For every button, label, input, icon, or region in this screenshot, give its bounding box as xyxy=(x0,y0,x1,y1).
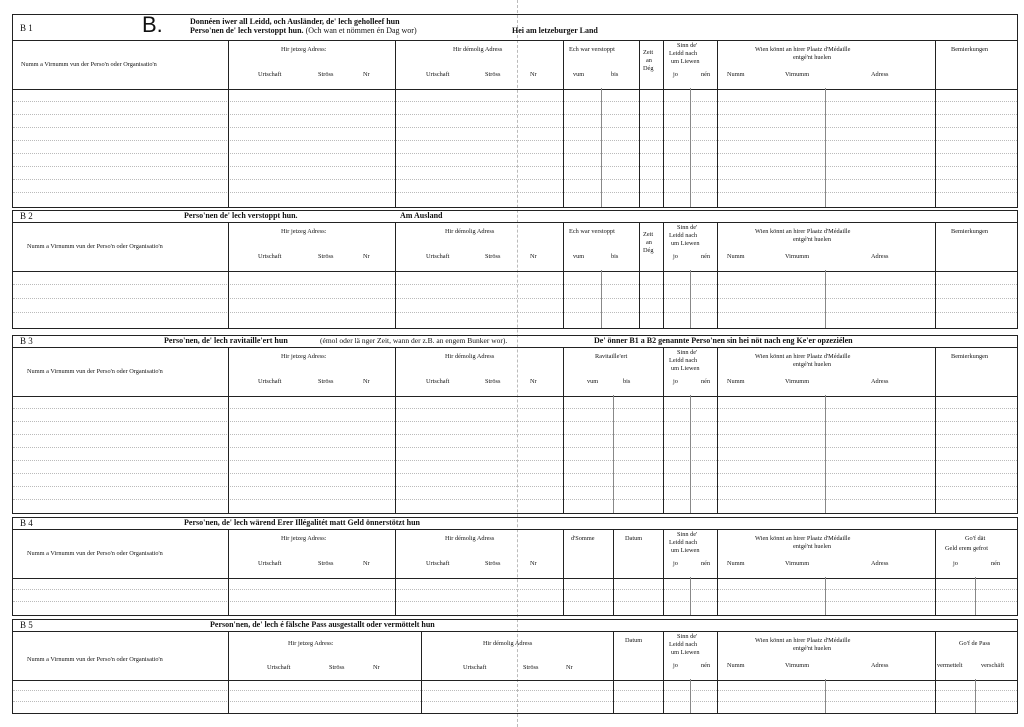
section-b3 xyxy=(12,335,1018,513)
column-line xyxy=(563,577,564,615)
section-location: Hei am letzeburger Land xyxy=(512,26,598,35)
address-label: Adress xyxy=(871,560,889,567)
street-label: Ströss xyxy=(318,560,334,567)
name-column-label: Numm a Virnumm vun der Perso'n oder Organisatio'n xyxy=(27,656,163,663)
danger-label-2: Leidd nach xyxy=(669,357,698,364)
column-line xyxy=(395,577,396,615)
divider xyxy=(717,41,718,89)
no-label: nén xyxy=(991,560,1001,567)
row-line xyxy=(13,434,1017,435)
medal-label-2: entgé'nt huelen xyxy=(793,361,832,368)
town-label: Urtschaft xyxy=(426,253,450,260)
town-label: Urtschaft xyxy=(258,253,282,260)
divider xyxy=(613,632,614,680)
divider xyxy=(935,530,936,578)
column-line xyxy=(690,577,691,615)
row-line xyxy=(13,179,1017,180)
yes-label: jo xyxy=(673,378,678,385)
row-line xyxy=(13,447,1017,448)
row-line xyxy=(13,192,1017,193)
subtitle-note: (Och wan et nömmen én Dag wor) xyxy=(305,26,417,35)
section-code: B 3 xyxy=(20,336,33,346)
b4-rows xyxy=(12,577,1018,616)
danger-label-2: Leidd nach xyxy=(669,232,698,239)
divider xyxy=(228,41,229,89)
surname-label: Numm xyxy=(727,378,745,385)
column-line xyxy=(395,88,396,207)
column-line xyxy=(825,88,826,207)
old-address-label: Hir démolig Adress xyxy=(445,535,495,542)
section-b5 xyxy=(12,619,1018,715)
danger-label-2: Leidd nach xyxy=(669,641,698,648)
hidden-period-label: Ech war verstoppt xyxy=(569,46,615,53)
column-line xyxy=(935,88,936,207)
section-note: (émol oder lä nger Zeit, wann der z.B. an engem Bunker wor). xyxy=(320,336,508,345)
date-label: Datum xyxy=(625,535,643,542)
form-letter: B. xyxy=(142,12,163,37)
column-line xyxy=(663,395,664,513)
nr-label: Nr xyxy=(363,71,370,78)
section-b2 xyxy=(12,210,1018,328)
column-line xyxy=(395,395,396,513)
row-line xyxy=(13,690,1017,691)
town-label: Urtschaft xyxy=(258,560,282,567)
street-label: Ströss xyxy=(318,378,334,385)
row-line xyxy=(13,127,1017,128)
danger-label-1: Sinn de' xyxy=(677,349,698,356)
section-code: B 5 xyxy=(20,620,33,630)
column-line xyxy=(228,395,229,513)
column-line xyxy=(717,88,718,207)
divider xyxy=(663,632,664,680)
days-label-2: an xyxy=(646,239,652,246)
row-line xyxy=(13,473,1017,474)
nr-label: Nr xyxy=(530,253,537,260)
column-line xyxy=(717,577,718,615)
column-line xyxy=(613,395,614,513)
divider xyxy=(717,348,718,396)
street-label: Ströss xyxy=(485,253,501,260)
column-line xyxy=(690,88,691,207)
section-b1 xyxy=(12,14,1018,207)
danger-label-1: Sinn de' xyxy=(677,224,698,231)
street-label: Ströss xyxy=(523,664,539,671)
address-label: Adress xyxy=(871,378,889,385)
nr-label: Nr xyxy=(530,560,537,567)
column-line xyxy=(639,88,640,207)
column-line xyxy=(935,270,936,328)
from-label: vum xyxy=(573,253,585,260)
name-column-label: Numm a Virnumm vun der Perso'n oder Organisatio'n xyxy=(27,243,163,250)
column-line xyxy=(717,679,718,713)
b3-column-headers xyxy=(12,347,1018,397)
town-label: Urtschaft xyxy=(267,664,291,671)
from-label: vum xyxy=(587,378,599,385)
row-line xyxy=(13,284,1017,285)
old-address-label: Hir démolig Adress xyxy=(483,640,533,647)
yes-label: jo xyxy=(673,560,678,567)
b1-column-headers xyxy=(12,40,1018,90)
column-line xyxy=(663,679,664,713)
medal-label-1: Wien könnt an hirer Plaatz d'Médaille xyxy=(755,637,851,644)
section-subtitle xyxy=(190,26,417,35)
column-line xyxy=(601,270,602,328)
days-label-3: Dég xyxy=(643,247,654,254)
column-line xyxy=(639,270,640,328)
divider xyxy=(395,223,396,271)
divider xyxy=(935,632,936,680)
section-title: Donnéen iwer all Leidd, och Ausländer, de' lech geholleef hun xyxy=(190,17,400,26)
divider xyxy=(228,348,229,396)
row-line xyxy=(13,486,1017,487)
b2-column-headers xyxy=(12,222,1018,272)
town-label: Urtschaft xyxy=(463,664,487,671)
divider xyxy=(935,348,936,396)
divider xyxy=(717,632,718,680)
column-line xyxy=(935,679,936,713)
medal-label-2: entgé'nt huelen xyxy=(793,236,832,243)
surname-label: Numm xyxy=(727,253,745,260)
old-address-label: Hir démolig Adress xyxy=(445,228,495,235)
divider xyxy=(663,348,664,396)
medal-label-2: entgé'nt huelen xyxy=(793,54,832,61)
name-column-label: Numm a Virnumm vun der Perso'n oder Organisatio'n xyxy=(21,61,157,68)
divider xyxy=(717,223,718,271)
row-line xyxy=(13,408,1017,409)
row-line xyxy=(13,298,1017,299)
passport-label: Go'f de Pass xyxy=(959,640,991,647)
column-line xyxy=(228,88,229,207)
nr-label: Nr xyxy=(363,378,370,385)
name-column-label: Numm a Virnumm vun der Perso'n oder Organisatio'n xyxy=(27,368,163,375)
remarks-label: Bemierkungen xyxy=(951,46,989,53)
column-line xyxy=(663,270,664,328)
column-line xyxy=(601,88,602,207)
column-line xyxy=(663,577,664,615)
danger-label-1: Sinn de' xyxy=(677,633,698,640)
danger-label-3: um Liewen xyxy=(671,547,700,554)
column-line xyxy=(825,395,826,513)
section-title: Person'nen, de' lech é fälsche Pass ausgestallt oder vermöttelt hun xyxy=(210,620,435,629)
column-line xyxy=(975,577,976,615)
column-line xyxy=(935,577,936,615)
firstname-label: Virnumm xyxy=(785,560,810,567)
row-line xyxy=(13,114,1017,115)
to-label: bis xyxy=(611,71,619,78)
b1-rows xyxy=(12,88,1018,208)
medal-label-1: Wien könnt an hirer Plaatz d'Médaille xyxy=(755,535,851,542)
danger-label-1: Sinn de' xyxy=(677,531,698,538)
town-label: Urtschaft xyxy=(426,71,450,78)
row-line xyxy=(13,701,1017,702)
column-line xyxy=(825,577,826,615)
column-line xyxy=(395,270,396,328)
street-label: Ströss xyxy=(485,560,501,567)
old-address-label: Hir démolig Adress xyxy=(453,46,503,53)
surname-label: Numm xyxy=(727,71,745,78)
hidden-period-label: Ech war verstoppt xyxy=(569,228,615,235)
firstname-label: Virnumm xyxy=(785,378,810,385)
date-label: Datum xyxy=(625,637,643,644)
divider xyxy=(395,530,396,578)
row-line xyxy=(13,101,1017,102)
row-line xyxy=(13,421,1017,422)
days-label-1: Zeit xyxy=(643,231,654,238)
divider xyxy=(639,41,640,89)
street-label: Ströss xyxy=(485,71,501,78)
divider xyxy=(563,348,564,396)
row-line xyxy=(13,499,1017,500)
no-label: nén xyxy=(701,71,711,78)
old-address-label: Hir démolig Adress xyxy=(445,353,495,360)
divider xyxy=(663,223,664,271)
street-label: Ströss xyxy=(485,378,501,385)
row-line xyxy=(13,140,1017,141)
divider xyxy=(421,632,422,680)
surname-label: Numm xyxy=(727,662,745,669)
days-label-1: Zeit xyxy=(643,49,654,56)
yes-label: jo xyxy=(673,253,678,260)
town-label: Urtschaft xyxy=(258,378,282,385)
current-address-label: Hir jetzeg Adress: xyxy=(288,640,334,647)
medal-label-1: Wien könnt an hirer Plaatz d'Médaille xyxy=(755,353,851,360)
no-label: nén xyxy=(701,560,711,567)
current-address-label: Hir jetzeg Adress: xyxy=(281,46,327,53)
divider xyxy=(563,223,564,271)
nr-label: Nr xyxy=(363,253,370,260)
b5-column-headers xyxy=(12,631,1018,681)
provided-label: verschäft xyxy=(981,662,1005,669)
address-label: Adress xyxy=(871,253,889,260)
divider xyxy=(663,530,664,578)
street-label: Ströss xyxy=(318,71,334,78)
current-address-label: Hir jetzeg Adress: xyxy=(281,228,327,235)
row-line xyxy=(13,460,1017,461)
column-line xyxy=(690,679,691,713)
name-column-label: Numm a Virnumm vun der Perso'n oder Organisatio'n xyxy=(27,550,163,557)
column-line xyxy=(563,88,564,207)
column-line xyxy=(663,88,664,207)
row-line xyxy=(13,312,1017,313)
section-code: B 4 xyxy=(20,518,33,528)
section-code: B 1 xyxy=(20,23,33,33)
row-line xyxy=(13,153,1017,154)
nr-label: Nr xyxy=(530,71,537,78)
days-label-3: Dég xyxy=(643,65,654,72)
b2-rows xyxy=(12,270,1018,329)
divider xyxy=(935,223,936,271)
column-line xyxy=(228,270,229,328)
column-line xyxy=(613,577,614,615)
money-returned-label-1: Go'f dät xyxy=(965,535,986,542)
nr-label: Nr xyxy=(566,664,573,671)
column-line xyxy=(825,679,826,713)
supplied-period-label: Ravitaille'ert xyxy=(595,353,628,360)
medal-label-2: entgé'nt huelen xyxy=(793,543,832,550)
medal-label-1: Wien könnt an hirer Plaatz d'Médaille xyxy=(755,228,851,235)
danger-label-2: Leidd nach xyxy=(669,539,698,546)
remarks-label: Bemierkungen xyxy=(951,353,989,360)
money-returned-label-2: Geld erem gefrot xyxy=(945,545,989,552)
section-title: Perso'nen, de' lech wärend Erer Illégalitét matt Geld önnerstötzt hun xyxy=(184,518,420,527)
issued-label: vermettelt xyxy=(937,662,963,669)
danger-label-3: um Liewen xyxy=(671,365,700,372)
medal-label-2: entgé'nt huelen xyxy=(793,645,832,652)
street-label: Ströss xyxy=(329,664,345,671)
yes-label: jo xyxy=(673,662,678,669)
firstname-label: Virnumm xyxy=(785,253,810,260)
column-line xyxy=(690,395,691,513)
divider xyxy=(228,223,229,271)
column-line xyxy=(935,395,936,513)
danger-label-3: um Liewen xyxy=(671,240,700,247)
yes-label: jo xyxy=(953,560,958,567)
column-line xyxy=(563,395,564,513)
subtitle-text: Perso'nen de' lech verstoppt hun. xyxy=(190,26,304,35)
b5-rows xyxy=(12,679,1018,714)
danger-label-1: Sinn de' xyxy=(677,42,698,49)
firstname-label: Virnumm xyxy=(785,662,810,669)
column-line xyxy=(717,395,718,513)
column-line xyxy=(228,577,229,615)
divider xyxy=(228,632,229,680)
column-line xyxy=(563,270,564,328)
surname-label: Numm xyxy=(727,560,745,567)
b4-column-headers xyxy=(12,529,1018,579)
divider xyxy=(935,41,936,89)
section-location: Am Ausland xyxy=(400,211,443,220)
no-label: nén xyxy=(701,253,711,260)
column-line xyxy=(717,270,718,328)
divider xyxy=(563,41,564,89)
section-caveat: De' önner B1 a B2 genannte Perso'nen sin hei nöt nach eng Ke'er opzeziélen xyxy=(594,336,853,345)
divider xyxy=(663,41,664,89)
column-line xyxy=(228,679,229,713)
yes-label: jo xyxy=(673,71,678,78)
medal-label-1: Wien könnt an hirer Plaatz d'Médaille xyxy=(755,46,851,53)
divider xyxy=(395,41,396,89)
divider xyxy=(717,530,718,578)
street-label: Ströss xyxy=(318,253,334,260)
divider xyxy=(395,348,396,396)
to-label: bis xyxy=(611,253,619,260)
divider xyxy=(228,530,229,578)
section-title: Perso'nen, de' lech ravitaille'ert hun xyxy=(164,336,288,345)
town-label: Urtschaft xyxy=(258,71,282,78)
divider xyxy=(639,223,640,271)
column-line xyxy=(421,679,422,713)
column-line xyxy=(825,270,826,328)
current-address-label: Hir jetzeg Adress: xyxy=(281,535,327,542)
danger-label-2: Leidd nach xyxy=(669,50,698,57)
danger-label-3: um Liewen xyxy=(671,649,700,656)
nr-label: Nr xyxy=(373,664,380,671)
row-line xyxy=(13,589,1017,590)
nr-label: Nr xyxy=(363,560,370,567)
town-label: Urtschaft xyxy=(426,378,450,385)
row-line xyxy=(13,166,1017,167)
firstname-label: Virnumm xyxy=(785,71,810,78)
address-label: Adress xyxy=(871,662,889,669)
divider xyxy=(563,530,564,578)
column-line xyxy=(690,270,691,328)
b3-rows xyxy=(12,395,1018,514)
divider xyxy=(613,530,614,578)
sum-label: d'Somme xyxy=(571,535,595,542)
from-label: vum xyxy=(573,71,585,78)
section-title: Perso'nen de' lech verstoppt hun. xyxy=(184,211,298,220)
no-label: nén xyxy=(701,378,711,385)
to-label: bis xyxy=(623,378,631,385)
no-label: nén xyxy=(701,662,711,669)
town-label: Urtschaft xyxy=(426,560,450,567)
column-line xyxy=(975,679,976,713)
section-code: B 2 xyxy=(20,211,33,221)
row-line xyxy=(13,601,1017,602)
nr-label: Nr xyxy=(530,378,537,385)
days-label-2: an xyxy=(646,57,652,64)
danger-label-3: um Liewen xyxy=(671,58,700,65)
remarks-label: Bemierkungen xyxy=(951,228,989,235)
column-line xyxy=(613,679,614,713)
section-b4 xyxy=(12,517,1018,615)
current-address-label: Hir jetzeg Adress: xyxy=(281,353,327,360)
address-label: Adress xyxy=(871,71,889,78)
